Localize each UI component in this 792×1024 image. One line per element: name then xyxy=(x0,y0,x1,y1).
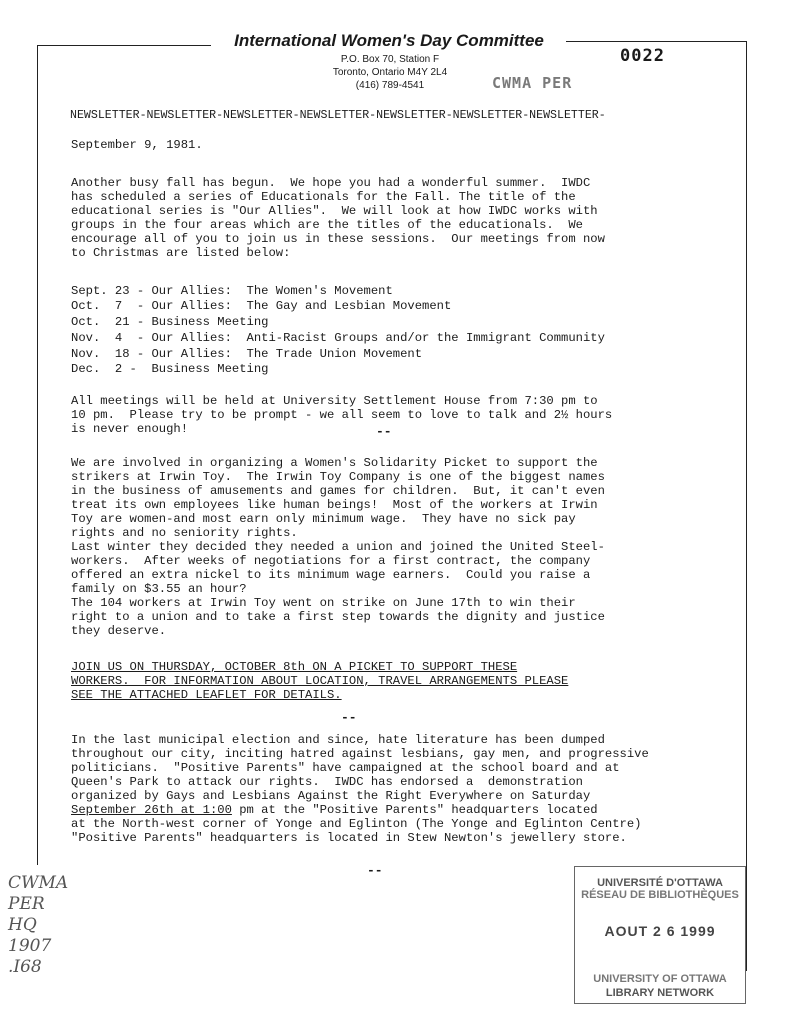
meeting-item: Oct. 7 - Our Allies: The Gay and Lesbian Movement xyxy=(71,299,452,313)
meeting-item: Nov. 18 - Our Allies: The Trade Union Movement xyxy=(71,347,423,361)
letterhead-rule-right xyxy=(566,41,747,42)
handwritten-call-number: CWMA PER HQ 1907 .I68 xyxy=(8,873,69,977)
election-text-start: In the last municipal election and since, hate literature has been dumped throughout our city, inciting hatred against lesbians, gay men, and progressive politicians. "Positive Parents" have campaigned at the school board and at Queen's Park to attack our rights. IWDC has endorsed a demonstration organized by Gays and Lesbians Against the Right Everywhere on Saturday xyxy=(71,733,649,803)
intro-paragraph: Another busy fall has begun. We hope you had a wonderful summer. IWDC has scheduled a series of Educationals for the Fall. The title of the educational series is "Our Allies". We will look at how IWDC works with groups in the four areas which are the titles of the educationals. We encourage all of you to join us in these sessions. Our meetings from now to Christmas are listed below: xyxy=(71,176,605,260)
address-line: Toronto, Ontario M4Y 2L4 xyxy=(332,67,448,78)
stamp-network-en: LIBRARY NETWORK xyxy=(605,987,715,999)
picket-callout: JOIN US ON THURSDAY, OCTOBER 8th ON A PICKET TO SUPPORT THESE WORKERS. FOR INFORMATION ABOUT LOCATION, TRAVEL ARRANGEMENTS PLEASE SEE THE ATTACHED LEAFLET FOR DETAILS. xyxy=(71,660,569,702)
phone-number: (416) 789-4541 xyxy=(355,80,425,91)
library-received-stamp xyxy=(574,866,746,1004)
election-paragraph xyxy=(71,733,649,845)
meeting-item: Sept. 23 - Our Allies: The Women's Movement xyxy=(71,284,393,298)
section-separator: -- xyxy=(341,710,357,725)
page-frame-right xyxy=(746,41,747,971)
newsletter-date: September 9, 1981. xyxy=(71,138,203,152)
section-separator: -- xyxy=(376,424,392,439)
picket-paragraph: We are involved in organizing a Women's Solidarity Picket to support the strikers at Irwin Toy. The Irwin Toy Company is one of the biggest names in the business of amusements and games for children. But, it can't even treat its own employees like human beings! Most of the workers at Irwin Toy are women-and most earn only minimum wage. They have no sick pay rights and no seniority rights. Last winter they decided they needed a union and joined the United Steel- workers. After weeks of negotiations for a first contract, the company offered an extra nickel to its minimum wage earners. Could you raise a family on $3.55 an hour? The 104 workers at Irwin Toy went on strike on June 17th to win their right to a union and to take a first step towards the dignity and justice they deserve. xyxy=(71,456,605,638)
organization-name: International Women's Day Committee xyxy=(234,31,544,50)
document-number: 0022 xyxy=(620,46,665,66)
letterhead-rule-left xyxy=(37,45,211,46)
address-line: P.O. Box 70, Station F xyxy=(340,54,440,65)
meeting-item: Oct. 21 - Business Meeting xyxy=(71,315,269,329)
demonstration-date: September 26th at 1:00 xyxy=(71,803,232,817)
stamp-institution: UNIVERSITÉ D'OTTAWA xyxy=(597,877,723,889)
meeting-item: Nov. 4 - Our Allies: Anti-Racist Groups and/or the Immigrant Community xyxy=(71,331,605,345)
meeting-item: Dec. 2 - Business Meeting xyxy=(71,362,269,376)
collection-stamp: CWMA PER xyxy=(492,74,573,92)
section-separator: -- xyxy=(367,863,383,878)
meetings-location-paragraph: All meetings will be held at University Settlement House from 7:30 pm to 10 pm. Please try to be prompt - we all seem to love to talk and 2½ hours is never enough! xyxy=(71,394,613,436)
stamp-university-en: UNIVERSITY OF OTTAWA xyxy=(593,973,727,985)
election-text-end: pm at the "Positive Parents" headquarters located at the North-west corner of Yonge and Eglinton (The Yonge and Eglinton Centre) "Positive Parents" headquarters is located in Stew Newton's jewellery store. xyxy=(71,803,642,845)
stamp-date: AOUT 2 6 1999 xyxy=(604,923,716,939)
stamp-network-fr: RÉSEAU DE BIBLIOTHÈQUES xyxy=(581,889,739,901)
page-frame-left xyxy=(37,45,38,865)
newsletter-banner: NEWSLETTER-NEWSLETTER-NEWSLETTER-NEWSLETTER-NEWSLETTER-NEWSLETTER-NEWSLETTER- xyxy=(70,109,606,122)
